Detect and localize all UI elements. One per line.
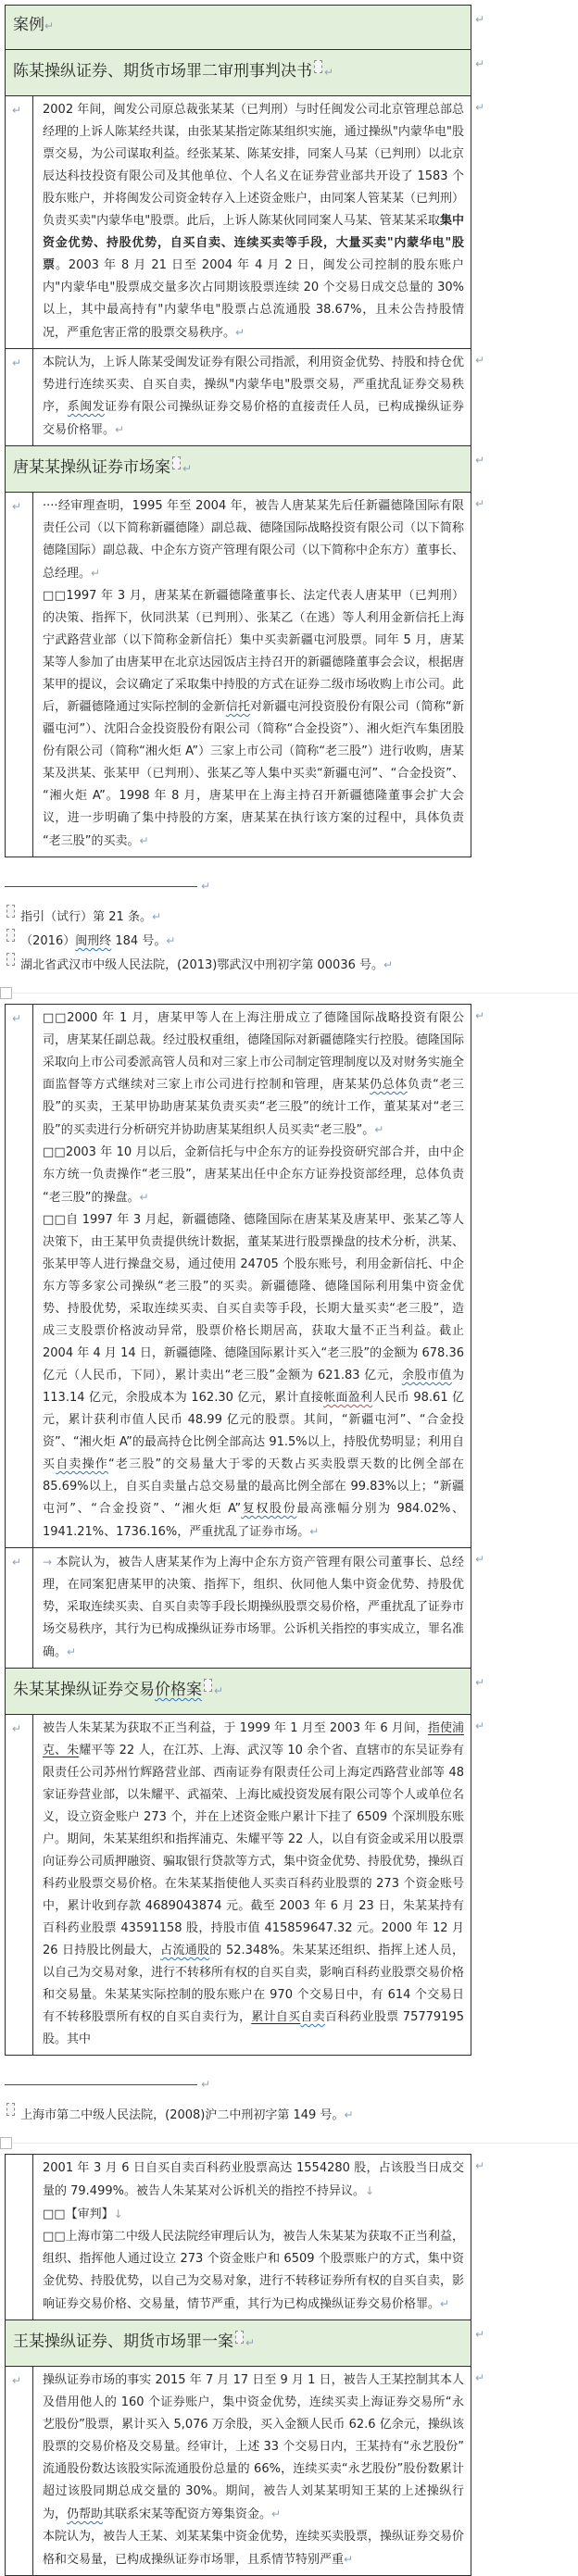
paragraph (43, 1142, 464, 1209)
footnote-separator (5, 876, 578, 897)
row-end-mark: ↵ (474, 1719, 484, 1732)
pilcrow-mark: ↵ (182, 462, 193, 475)
footnote-item (5, 953, 578, 976)
paragraph (43, 1718, 464, 2051)
footnote-ref-box (235, 2331, 244, 2344)
pilcrow-mark: ↵ (309, 1525, 320, 1538)
row-end-mark: ↵ (474, 454, 484, 467)
page-boundary (0, 985, 578, 1002)
text-run: 对新疆屯河投资股份有限公司（简称“新疆屯河”）、沈阳合金投资股份有限公司（简称“合金投资”）、湘火炬汽车集团股份有限公司（简称“湘火炬 A”）三家上市公司（简称“老三股”）进行收购，唐某某及洪某、张某甲（已判刑）、张某乙等人集中买卖“新疆屯河”、“合金投资”、“湘火炬 A”。1998 年 8 月，唐某甲在上海主持召开新疆德隆董事会扩大会议，进一步明确了集中持股的方案，唐某某在执行该方案的过程中，具体负责“老三股”的买卖。 (43, 700, 464, 848)
footnote-text: 湖北省武汉市中级人民法院，(2013)鄂武汉中刑初字第 00036 号。 (20, 958, 383, 972)
linebreak-mark: ↓ (364, 2184, 375, 2197)
pilcrow-mark: ↵ (12, 104, 22, 117)
pilcrow-mark: ↵ (166, 934, 176, 947)
paragraph (43, 2203, 464, 2226)
pilcrow-mark: ↵ (374, 1123, 384, 1136)
pilcrow-mark: ↵ (245, 2336, 256, 2349)
paragraph (43, 585, 464, 853)
pilcrow-mark: ↵ (12, 356, 22, 369)
paragraph (43, 495, 464, 585)
wavy-underline-run: 系闽发 (67, 400, 105, 414)
pilcrow-mark: ↵ (12, 1722, 22, 1735)
text-run: 人民币 98.61 亿元，累计获利市值人民币 48.99 亿元的股票。其间，“新疆屯河”、“合金投资”、“湘火炬 A”的最高持仓比例全部高达 91.5%以上，持股优势明显；利用自买 (43, 1391, 464, 1471)
footnote-ref-box (204, 1679, 212, 1692)
footnote-section-1 (5, 876, 578, 976)
pilcrow-mark: ↵ (235, 326, 245, 339)
pilcrow-mark: ↵ (383, 958, 394, 971)
paragraph-mark-cell (6, 2155, 33, 2320)
pilcrow-mark: ↵ (440, 2297, 450, 2310)
header-text: 朱某某操纵证券交易 (13, 1681, 155, 1699)
wavy-underline-run: 复权股份 (241, 1502, 297, 1516)
separator-line (5, 2084, 197, 2085)
pilcrow-mark: ↵ (139, 834, 149, 847)
zhu-facts-cell (33, 1715, 471, 2055)
footnote-number-box (6, 929, 15, 942)
table-row-chen-facts (6, 95, 484, 348)
header-text: 陈某操纵证券、期货市场罪二审刑事判决书 (13, 62, 312, 81)
paragraph (43, 2157, 464, 2203)
row-end-mark: ↵ (474, 101, 484, 114)
footnote-number-box (6, 2103, 15, 2116)
paragraph-mark-cell (6, 96, 33, 348)
tab-mark: → (43, 1556, 53, 1569)
text-run: □□2003 年 10 月以后，金新信托与中企东方的证券投资研究部合并，由中企东方统一负责操作“老三股”，唐某某出任中企东方证券投资部经理，总体负责“老三股”的操盘。 (43, 1145, 464, 1205)
header-row-wang-case-title (6, 2320, 484, 2366)
text-run: 本院认为，被告人王某、刘某某集中资金优势，连续买卖股票，操纵证券交易价格和交易量，已构成操纵证券市场罪，且系情节特别严重 (43, 2530, 465, 2567)
paragraph (43, 1209, 464, 1544)
case-table-3 (5, 2154, 484, 2576)
paragraph (43, 352, 464, 442)
header-row-tang-case-title (6, 445, 484, 492)
text-run: “老三股”的交易量大于零的天数占买卖股票天数的比例全部在 85.69%以上，自买自卖量占总交易量的最高比例全部在 99.83%以上；“新疆屯河”、“合金投资”、“湘火炬 A” (43, 1457, 464, 1516)
table-row-tang-facts (6, 492, 484, 857)
underline-run: 累计自买 (251, 2010, 301, 2024)
text-run: 最高涨幅分别为 984.02%、1941.21%、1736.16%，严重扰乱了证券市场。 (43, 1502, 464, 1539)
text-run: 2001 年 3 月 6 日自买自卖百科药业股票高达 1554280 股，占该股当日成交量的 79.499%。被告人朱某某对公诉机关的指控不持异议。 (43, 2161, 464, 2198)
table-row-zhu-facts (6, 1714, 484, 2055)
header-row-case-label (6, 6, 484, 49)
wavy-underline-run: 信托 (225, 700, 251, 714)
table-row-zhu-facts-continued (6, 2155, 484, 2320)
paragraph-mark-cell (6, 1005, 33, 1547)
wavy-underline-run: 自卖操作 (56, 1457, 109, 1471)
pilcrow-mark: ↵ (139, 1191, 149, 1204)
chen-facts-cell (33, 96, 471, 348)
text-run: 本院认为，上诉人陈某受闽发证券有限公司指派，利用资金优势、持股和持仓优势进行连续买卖、自买自卖，操纵"内蒙华电"股票交易，严重扰乱证券交易秩序， (43, 356, 465, 414)
row-end-mark: ↵ (474, 57, 484, 70)
wavy-underline-run: 占流通股 (160, 1944, 210, 1957)
paragraph (43, 2226, 464, 2316)
footnote-item (5, 929, 578, 952)
page-boundary-box (0, 987, 12, 999)
wavy-red-underline-run: 帐面盈利 (323, 1391, 373, 1405)
table-row-tang-opinion (6, 1547, 484, 1668)
footnote-section-2 (5, 2074, 578, 2126)
wavy-underline-run: 闽刑终 (75, 934, 112, 948)
footnote-text: （2016） (20, 934, 76, 948)
text-run: 操纵证券市场的事实 2015 年 7 月 17 日至 9 月 1 日，被告人王某控制其本人及借用他人的 160 个证券账户，集中资金优势，连续买卖上海证券交易所“永艺股份”股票，累计买入 5,076 万余股，买入金额人民币 62.6 亿余元，操纵该股票的交易价格及交易量。经审计，上述 33 个交易日内，王某持有“永艺股份”流通股份数达该股实际流通股份总量的 66%，连续买卖“永艺股份”股份数累计超过该股同期总成交量的 30%。期间，被告人刘某某明知王某的上述操纵行为， (43, 2373, 464, 2521)
paragraph-mark-cell (6, 349, 33, 445)
text-run: 百科药业股票 75779195 股。其中 (43, 2010, 464, 2046)
footnote-text: 上海市第二中级人民法院，(2008)沪二中刑初字第 149 号。 (20, 2108, 345, 2122)
pilcrow-mark: ↵ (201, 2078, 211, 2091)
pilcrow-mark: ↵ (271, 2507, 282, 2520)
text-run: □□上海市第二中级人民法院经审理后认为，被告人朱某某为获取不正当利益，组织、指挥他人通过设立 273 个资金账户和 6509 个股票账户的方式，集中资金优势、持股优势，以自己为交易对象，进行不转移证券所有权的自买自卖，影响证券交易价格、交易量，情节严重，其行为已构成操纵证券交易价格罪。 (43, 2230, 465, 2311)
wavy-underline-run: 仍总体 (370, 1078, 408, 1092)
paragraph (43, 99, 464, 344)
tang-facts-continued-cell (33, 1005, 471, 1547)
text-run: □□2000 年 1 月，唐某甲等人在上海注册成立了德隆国际战略投资有限公司，唐某某任副总裁。经过股权重组，德隆国际对新疆德隆实行控股。德隆国际采取向上市公司委派高管人员和对三家上市公司制定管理制度以及对财务实施全面监督等方式继续对三家上市公司进行控制和管理，唐某某 (43, 1011, 465, 1092)
footnote-ref-box (314, 60, 322, 73)
page-boundary-line (0, 993, 578, 994)
paragraph-mark-cell (6, 1548, 33, 1668)
row-end-mark: ↵ (474, 1009, 484, 1022)
pilcrow-mark: ↵ (91, 567, 101, 580)
wavy-underline-run: 仍帮助 (67, 2507, 104, 2521)
table-row-tang-facts-continued (6, 1005, 484, 1547)
text-run: ····经审理查明，1995 年至 2004 年，被告人唐某某先后任新疆德隆国际有限责任公司（以下简称新疆德隆）副总裁、德隆国际战略投资有限公司（以下简称德隆国际）副总裁、中企东方资产管理有限公司（以下简称中企东方）董事长、总经理。 (43, 499, 465, 581)
paragraph-mark-cell (6, 1715, 33, 2055)
separator-line (5, 886, 197, 887)
text-run: 负责“老三股”的买卖，王某甲协助唐某某负责买卖“老三股”的统计工作，董某某对“老三股”的买卖进行分析研究并协助唐某某组织人员买卖“老三股”。 (43, 1078, 464, 1137)
paragraph (43, 2370, 464, 2526)
case-table-2 (5, 1004, 484, 2056)
row-end-mark: ↵ (474, 1676, 484, 1689)
footnote-separator (5, 2074, 578, 2095)
text-run: 为 113.14 亿元，余股成本为 162.30 亿元，累计直接 (43, 1369, 464, 1405)
header-text: 王某操纵证券、期货市场罪一案 (13, 2332, 233, 2351)
footnote-text: 指引（试行）第 21 条。 (20, 910, 152, 924)
pilcrow-mark: ↵ (214, 1684, 224, 1697)
text-run: 。2003 年 8 月 21 日至 2004 年 4 月 2 日，闽发公司控制的股东账户内"内蒙华电"股票成交量多次占同期该股票连续 20 个交易日成交总量的 30%以上，其中最高持有"内蒙华电"股票占总流通股 38.67%，且未公告持股情况，严重危害正常的股票交易秩序。 (43, 258, 464, 340)
text-run: 耀平等 22 人，在江苏、上海、武汉等 10 余个省、直辖市的东吴证券有限责任公司苏州竹辉路营业部、西南证券有限责任公司上海定西路营业部等 48 家证券营业部，以朱耀平、武福荣、上海比威投资发展有限公司等个人或单位名义，设立资金账户 273 个，并在上述资金账户累计下挂了 6509 个深圳股东账户。期间，朱某某组织和指挥浦克、朱耀平等 22 人，以自有资金或采用以股票向证券公司质押融资、骗取银行贷款等方式，集中资金优势、持股优势，操纵百科药业股票交易价格。在朱某某指使他人买卖百科药业股票的 273 个资金账号中，累计收到存款 4689043874 元。截至 2003 年 6 月 23 日，朱某某持有百科药业股票 43591158 股，持股市值 415859647.32 元。2000 年 12 月 26 日持股比例最大， (43, 1744, 465, 1957)
pilcrow-mark: ↵ (344, 2108, 354, 2121)
text-run: □□自 1997 年 3 月起，新疆德隆、德隆国际在唐某某及唐某甲、张某乙等人决策下，由王某甲负责提供统计数据，董某某进行股票操盘的技术分析，洪某、张某甲等人进行操盘交易，通过使用 24705 个股东账号，利用金新信托、中企东方等多家公司操纵“老三股”的买卖。新疆德隆、德隆国际利用集中资金优势、持股优势，采取连续买卖、自买自卖等手段，长期大量买卖“老三股”，造成三支股票价格波动异常，股票价格长期居高，获取大量不正当利益。截止 2004 年 4 月 14 日，新疆德隆、德隆国际累计买入“老三股”的金额为 678.36 亿元（人民币，下同），累计卖出“老三股”金额为 621.83 亿元， (43, 1213, 465, 1382)
table-row-wang-facts (6, 2366, 484, 2575)
footnote-text: 184 号。 (111, 934, 167, 948)
header-text: 唐某某操纵证券市场案 (13, 458, 170, 477)
bold-run: 集中资金优势、持股优势，自买自卖、连续买卖等手段，大量买卖"内蒙华电"股票 (43, 214, 464, 272)
page-boundary-line (0, 2143, 578, 2144)
paragraph (43, 2526, 464, 2571)
footnote-item (5, 2103, 578, 2126)
paragraph-mark-cell (6, 493, 33, 857)
wavy-underline-run: 自卖 (300, 2010, 325, 2024)
footnote-number-box (6, 905, 15, 918)
text-run: □□1997 年 3 月，唐某某在新疆德隆董事长、法定代表人唐某甲（已判刑）的决策、指挥下，伙同洪某（已判刑）、张某乙（在逃）等人利用金新信托上海宁武路营业部（以下简称金新信托）集中买卖新疆屯河股票。同年 5 月，唐某某等人参加了由唐某甲在北京达园饭店主持召开的新疆德隆董事会会议，根据唐某甲的提议，会议确定了采取集中持股的方式在证券二级市场收购上市公司。此后，新疆德隆通过实际控制的金新 (43, 589, 465, 714)
wavy-underline-run: 余股市值 (401, 1369, 452, 1382)
case-table-1 (5, 5, 484, 857)
table-row-chen-opinion (6, 348, 484, 445)
pilcrow-mark: ↵ (12, 1012, 22, 1025)
pilcrow-mark: ↵ (344, 2553, 354, 2566)
footnote-number-box (6, 953, 15, 966)
row-end-mark: ↵ (474, 2159, 484, 2172)
text-run: 的 52.348%。朱某某还组织、指挥上述人员，以自己为交易对象，进行不转移所有权的自买自卖，影响百科药业股票交易价格和交易量。朱某某实际控制的股东账户在 970 个交易日中，有 614 个交易日有不转移股票所有权的自买自卖行为， (43, 1944, 465, 2024)
paragraph (43, 1551, 464, 1664)
row-end-mark: ↵ (474, 1553, 484, 1566)
paragraph (43, 1007, 464, 1142)
paragraph-mark-cell (6, 2367, 33, 2575)
wavy-underline-run: 价格案 (155, 1681, 202, 1699)
row-end-mark: ↵ (474, 13, 484, 26)
pilcrow-mark: ↵ (324, 66, 334, 79)
pilcrow-mark: ↵ (151, 910, 162, 923)
pilcrow-mark: ↵ (201, 880, 211, 893)
footnote-ref-box (172, 456, 181, 469)
text-run: 被告人朱某某为获取不正当利益，于 1999 年 1 月至 2003 年 6 月间， (43, 1721, 428, 1735)
text-run: 本院认为，被告人唐某某作为上海中企东方资产管理有限公司董事长、总经理，在同案犯唐某甲的决策、指挥下，组织、伙同他人集中资金优势、持股优势，采取连续买卖、自买自卖等手段长期操纵股票交易价格，严重扰乱了证券市场交易秩序，其行为已构成操纵证券市场罪。公诉机关指控的事实成立，罪名准确。 (43, 1556, 465, 1659)
tang-opinion-cell (33, 1548, 471, 1668)
text-run: 2002 年间，闽发公司原总裁张某某（已判刑）与时任闽发公司北京管理总部总经理的上诉人陈某经共谋，由张某某指定陈某组织实施，通过操纵"内蒙华电"股票交易，为公司谋取利益。经张某某、陈某安排，同案人马某（已判刑）以北京辰达科技投资有限公司及其他单位、个人名义在证券营业部共开设了 1583 个股东账户，并将闽发公司资金转存入上述资金账户，由同案人管某某（已判刑）负责买卖"内蒙华电"股票。此后，上诉人陈某伙同同案人马某、管某某采取 (43, 103, 465, 228)
pilcrow-mark: ↵ (115, 423, 125, 436)
page-boundary-box (0, 2137, 12, 2149)
chen-opinion-cell (33, 349, 471, 445)
pilcrow-mark: ↵ (12, 500, 22, 513)
header-row-chen-case-title (6, 49, 484, 95)
text-run: 证券有限公司操纵证券交易价格的直接责任人员，已构成操纵证券交易价格罪。 (43, 400, 464, 437)
pilcrow-mark: ↵ (44, 19, 55, 32)
header-row-zhu-case-title (6, 1668, 484, 1714)
zhu-facts-continued-cell (33, 2155, 471, 2320)
pilcrow-mark: ↵ (12, 1556, 22, 1569)
footnote-item (5, 905, 578, 928)
pilcrow-mark: ↵ (12, 2374, 22, 2387)
row-end-mark: ↵ (474, 2371, 484, 2384)
linebreak-mark: ↓ (113, 2207, 123, 2220)
underline-run: 指使浦克、朱 (43, 1721, 464, 1757)
text-run: □□【审判】 (43, 2207, 114, 2221)
pilcrow-mark: ↵ (67, 1645, 77, 1658)
tang-facts-cell (33, 493, 471, 857)
row-end-mark: ↵ (474, 497, 484, 510)
row-end-mark: ↵ (474, 2328, 484, 2341)
header-text: 案例 (13, 16, 44, 34)
text-run: 其联系宋某等配资方筹集资金。 (103, 2507, 272, 2521)
wang-facts-cell (33, 2367, 471, 2575)
row-end-mark: ↵ (474, 354, 484, 367)
